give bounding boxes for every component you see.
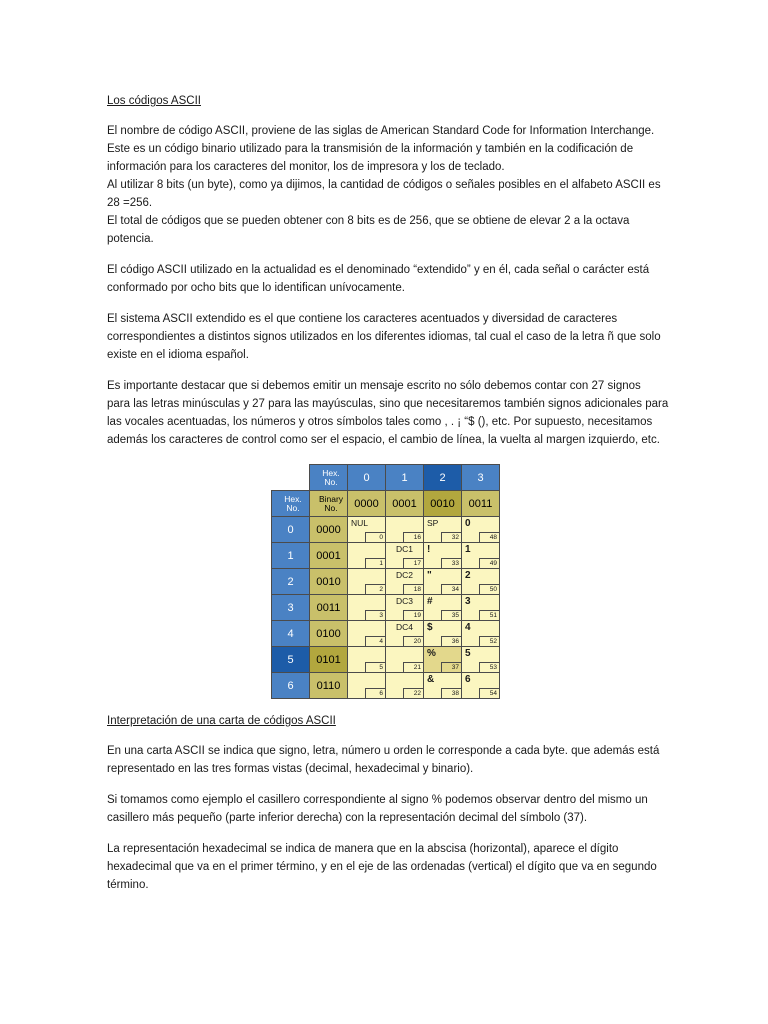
char-cell [386,569,424,595]
char-cell [386,673,424,699]
char-symbol: SP [427,518,439,528]
char-cell [424,621,462,647]
char-cell [386,621,424,647]
section-title: Interpretación de una carta de códigos ASCII [107,715,336,727]
char-cell [348,517,386,543]
text-line: La representación hexadecimal se indica de manera que en la abscisa (horizontal), aparece el dígito [107,843,619,855]
char-cell [348,673,386,699]
text-line: Si tomamos como ejemplo el casillero correspondiente al signo % podemos observar dentro del mismo un [107,794,648,806]
char-symbol: 2 [465,570,471,581]
text-line: Este es un código binario utilizado para la transmisión de la información y también en la codificación de [107,143,634,155]
row-hex-header: 6 [272,673,310,699]
decimal-value: 50 [479,584,499,594]
row-binary-header: 0001 [310,543,348,569]
table-corner [272,465,310,491]
char-symbol: ! [427,544,431,555]
text-line: El sistema ASCII extendido es el que contiene los caracteres acentuados y diversidad de caracteres [107,313,618,325]
char-symbol: 3 [465,596,471,607]
table-row [272,673,500,699]
paragraph-percent-example [107,791,667,827]
char-cell [386,517,424,543]
decimal-value: 33 [441,558,461,568]
table-row [272,543,500,569]
row-binary-header: 0110 [310,673,348,699]
text-line: las vocales acentuadas, los números y otros símbolos tales como , . ¡ “$ (), etc. Por supuesto, necesitamos [107,416,653,428]
char-cell [424,517,462,543]
binary-label: Binary No. [310,491,348,517]
ascii-table [271,464,500,699]
char-symbol: DC3 [396,596,414,606]
text-line: En una carta ASCII se indica que signo, letra, número u orden le corresponde a cada byte. que además está [107,745,660,757]
char-symbol: & [427,674,435,685]
column-hex-header: 1 [386,465,424,491]
char-cell [462,673,500,699]
paragraph-extended [107,261,667,297]
decimal-value: 2 [365,584,385,594]
char-symbol: " [427,570,432,581]
decimal-value: 54 [479,688,499,698]
char-symbol: # [427,596,433,607]
char-cell [424,569,462,595]
text-line: término. [107,879,149,891]
table-row [272,517,500,543]
column-binary-header: 0011 [462,491,500,517]
column-hex-header: 3 [462,465,500,491]
char-cell [386,647,424,673]
row-hex-header: 5 [272,647,310,673]
document-page [107,92,667,449]
paragraph-extended-system [107,310,667,364]
decimal-value: 19 [403,610,423,620]
text-line: El nombre de código ASCII, proviene de las siglas de American Standard Code for Information Interchange. [107,125,655,137]
text-line: Es importante destacar que si debemos emitir un mensaje escrito no sólo debemos contar con 27 signos [107,380,641,392]
column-binary-header: 0000 [348,491,386,517]
decimal-value: 18 [403,584,423,594]
char-cell [348,595,386,621]
table-row [272,647,500,673]
text-line: correspondientes a distintos signos utilizados en los diferentes idiomas, tal cual el caso de la letra ñ que solo [107,331,661,343]
decimal-value: 53 [479,662,499,672]
text-line: existe en el idioma español. [107,349,249,361]
column-binary-header: 0001 [386,491,424,517]
decimal-value: 36 [441,636,461,646]
paragraph-signs [107,377,667,449]
text-line: casillero más pequeño (parte inferior derecha) con la representación decimal del símbolo (37). [107,812,588,824]
decimal-value: 20 [403,636,423,646]
decimal-value: 38 [441,688,461,698]
decimal-value: 34 [441,584,461,594]
column-binary-header: 0010 [424,491,462,517]
char-symbol: NUL [351,518,369,528]
char-cell [462,621,500,647]
char-cell [386,595,424,621]
paragraph-intro [107,122,667,248]
column-hex-header: 0 [348,465,386,491]
paragraph-hex-representation [107,840,667,894]
text-line: representado en las tres formas vistas (decimal, hexadecimal y binario). [107,763,474,775]
char-cell [424,673,462,699]
decimal-value: 17 [403,558,423,568]
row-hex-header: 3 [272,595,310,621]
text-line: además los caracteres de control como ser el espacio, el cambio de línea, la vuelta al margen izquierdo, etc. [107,434,660,446]
char-cell [424,647,462,673]
paragraph-chart-byte [107,742,667,778]
decimal-value: 35 [441,610,461,620]
char-symbol: 4 [465,622,471,633]
row-binary-header: 0010 [310,569,348,595]
ascii-chart [271,464,500,699]
char-cell [462,595,500,621]
char-cell [462,543,500,569]
column-hex-header: 2 [424,465,462,491]
text-line: El total de códigos que se pueden obtener con 8 bits es de 256, que se obtiene de elevar 2 a la octava [107,215,630,227]
decimal-value: 6 [365,688,385,698]
char-cell [462,517,500,543]
interpretation-section [107,712,667,894]
char-symbol: 5 [465,648,471,659]
char-cell [348,621,386,647]
char-symbol: 6 [465,674,471,685]
decimal-value: 48 [479,532,499,542]
char-cell [424,543,462,569]
decimal-value: 37 [441,662,461,672]
hex-column-label: Hex. No. [310,465,348,491]
char-cell [348,647,386,673]
char-cell [348,543,386,569]
char-symbol: DC1 [396,544,414,554]
char-symbol: 0 [465,518,471,529]
text-line: para las letras minúsculas y 27 para las mayúsculas, sino que necesitaremos también signos adicionales para [107,398,669,410]
table-row [272,595,500,621]
table-row [272,569,500,595]
decimal-value: 0 [365,532,385,542]
text-line: potencia. [107,233,154,245]
text-line: 28 =256. [107,197,153,209]
text-line: Al utilizar 8 bits (un byte), como ya dijimos, la cantidad de códigos o señales posibles en el alfabeto ASCII es [107,179,661,191]
text-line: conformado por ocho bits que lo identifican unívocamente. [107,282,405,294]
char-symbol: $ [427,622,433,633]
decimal-value: 49 [479,558,499,568]
row-binary-header: 0011 [310,595,348,621]
decimal-value: 21 [403,662,423,672]
row-hex-header: 2 [272,569,310,595]
char-symbol: DC2 [396,570,414,580]
char-symbol: DC4 [396,622,414,632]
row-binary-header: 0101 [310,647,348,673]
char-cell [462,647,500,673]
decimal-value: 4 [365,636,385,646]
row-binary-header: 0000 [310,517,348,543]
char-cell [348,569,386,595]
row-hex-header: 1 [272,543,310,569]
table-row [272,621,500,647]
text-line: hexadecimal que va en el primer término, y en el eje de las ordenadas (vertical) el dígito que va en segundo [107,861,657,873]
decimal-value: 32 [441,532,461,542]
char-symbol: % [427,648,436,659]
char-cell [462,569,500,595]
text-line: información para los caracteres del monitor, los de impresora y los de teclado. [107,161,505,173]
char-cell [386,543,424,569]
decimal-value: 51 [479,610,499,620]
row-binary-header: 0100 [310,621,348,647]
decimal-value: 52 [479,636,499,646]
row-hex-header: 0 [272,517,310,543]
decimal-value: 16 [403,532,423,542]
hex-row-label: Hex. No. [272,491,310,517]
decimal-value: 3 [365,610,385,620]
decimal-value: 22 [403,688,423,698]
char-cell [424,595,462,621]
decimal-value: 5 [365,662,385,672]
char-symbol: 1 [465,544,471,555]
page-title: Los códigos ASCII [107,95,201,107]
row-hex-header: 4 [272,621,310,647]
text-line: El código ASCII utilizado en la actualidad es el denominado “extendido” y en él, cada señal o carácter está [107,264,650,276]
decimal-value: 1 [365,558,385,568]
